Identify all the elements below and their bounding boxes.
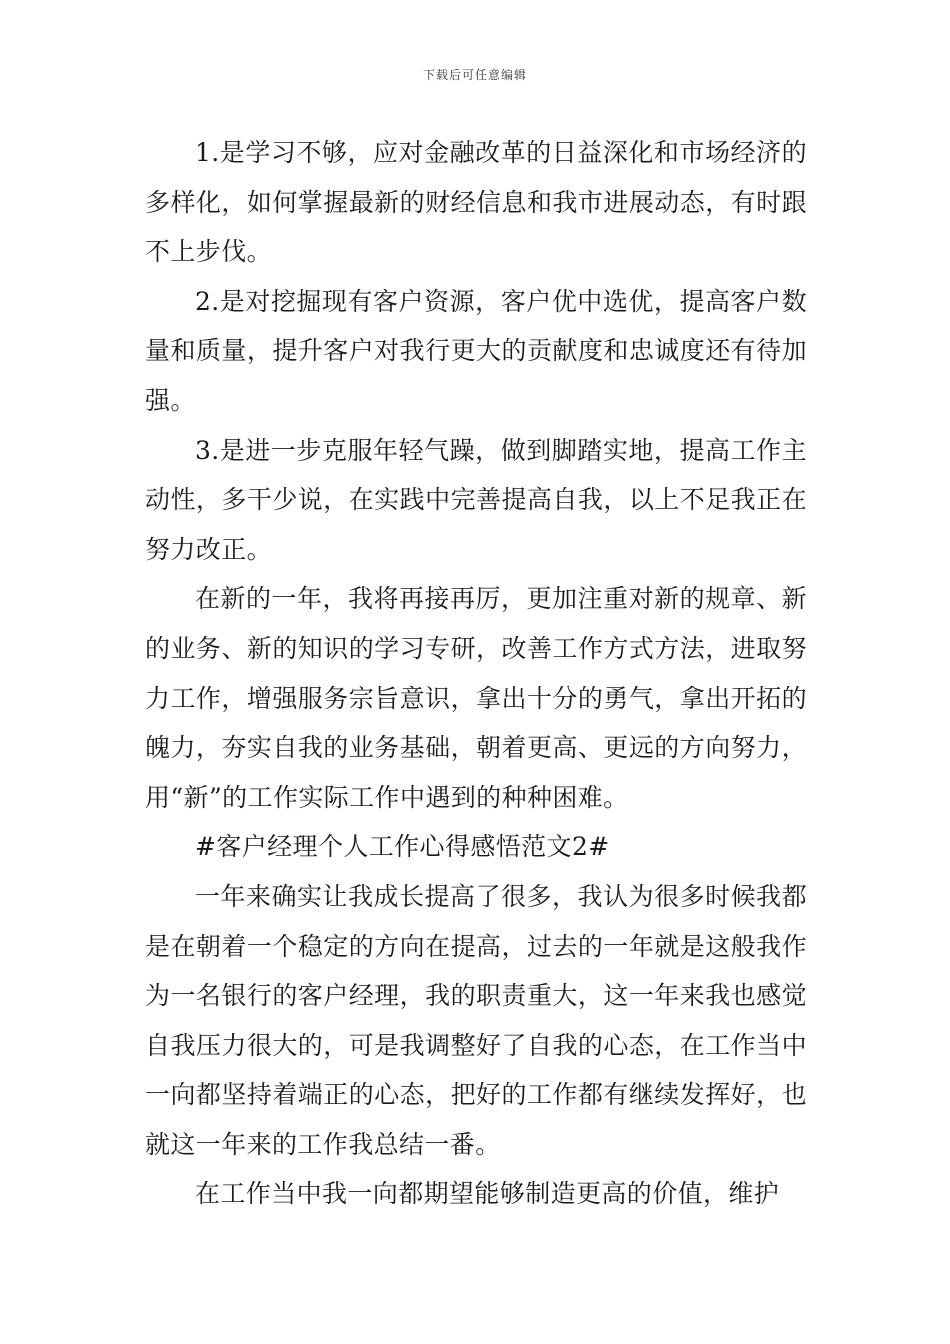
paragraph-year-review: 一年来确实让我成长提高了很多，我认为很多时候我都是在朝着一个稳定的方向在提高，过去的一年就是这般我作为一名银行的客户经理，我的职责重大，这一年来我也感觉自我压力很大的，可是我调整好了自我的心态，在工作当中一向都坚持着端正的心态，把好的工作都有继续发挥好，也就这一年来的工作我总结一番。 bbox=[145, 881, 807, 1159]
header-note: 下载后可任意编辑 bbox=[422, 68, 527, 82]
paragraph-work-value: 在工作当中我一向都期望能够制造更高的价值，维护 bbox=[195, 1179, 780, 1209]
paragraph-shortcoming-1: 1.是学习不够，应对金融改革的日益深化和市场经济的多样化，如何掌握最新的财经信息和我市进展动态，有时跟不上步伐。 bbox=[145, 138, 807, 267]
paragraph-shortcoming-3: 3.是进一步克服年轻气躁，做到脚踏实地，提高工作主动性，多干少说，在实践中完善提高自我，以上不足我正在努力改正。 bbox=[145, 435, 807, 564]
paragraph-shortcoming-2: 2.是对挖掘现有客户资源，客户优中选优，提高客户数量和质量，提升客户对我行更大的贡献度和忠诚度还有待加强。 bbox=[145, 286, 807, 415]
document-body bbox=[145, 128, 807, 1219]
section-heading: #客户经理个人工作心得感悟范文2# bbox=[195, 832, 610, 862]
paragraph-new-year-plan: 在新的一年，我将再接再厉，更加注重对新的规章、新的业务、新的知识的学习专研，改善工作方式方法，进取努力工作，增强服务宗旨意识，拿出十分的勇气，拿出开拓的魄力，夯实自我的业务基础，朝着更高、更远的方向努力，用“新”的工作实际工作中遇到的种种困难。 bbox=[145, 584, 807, 812]
